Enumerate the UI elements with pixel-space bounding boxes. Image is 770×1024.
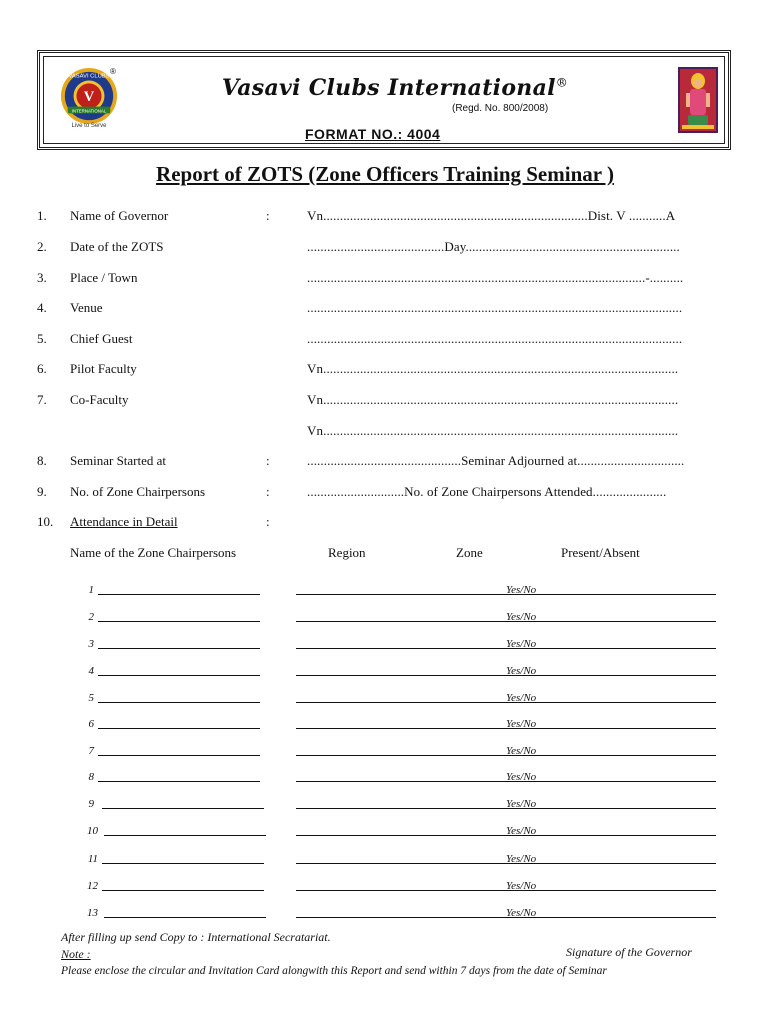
field-colon: : <box>266 484 270 499</box>
registration-number: (Regd. No. 800/2008) <box>452 103 549 114</box>
field-value[interactable]: .............................No. of Zone Chairpersons Attended...................... <box>307 484 667 499</box>
column-header-region: Region <box>328 545 366 560</box>
field-pilot-faculty <box>37 361 737 381</box>
row-index: 9 <box>88 798 94 810</box>
field-value[interactable]: ..............................................Seminar Adjourned at................................ <box>307 453 685 468</box>
present-absent-status[interactable]: Yes/No <box>506 638 537 650</box>
attendance-row <box>0 692 770 718</box>
column-header-name: Name of the Zone Chairpersons <box>70 545 237 560</box>
field-label: No. of Zone Chairpersons <box>70 484 206 499</box>
present-absent-status[interactable]: Yes/No <box>506 718 537 730</box>
name-input-line[interactable] <box>104 825 266 836</box>
present-absent-status[interactable]: Yes/No <box>506 611 537 623</box>
field-governor <box>37 208 737 228</box>
report-title: Report of ZOTS (Zone Officers Training Seminar ) <box>156 162 614 186</box>
field-label: Name of Governor <box>70 208 169 223</box>
present-absent-status[interactable]: Yes/No <box>506 665 537 677</box>
field-colon: : <box>266 453 270 468</box>
name-input-line[interactable] <box>98 665 260 676</box>
present-absent-status[interactable]: Yes/No <box>506 745 537 757</box>
logo-banner-text: INTERNATIONAL <box>71 108 107 114</box>
row-index: 10 <box>87 825 98 837</box>
field-value[interactable]: Vn.......................................................................................................... <box>307 423 679 438</box>
field-value[interactable]: Vn...............................................................................Dist. V ...........A <box>307 208 676 223</box>
attendance-row <box>0 825 770 851</box>
present-absent-status[interactable]: Yes/No <box>506 907 537 919</box>
column-header-present: Present/Absent <box>561 545 640 560</box>
present-absent-status[interactable]: Yes/No <box>506 825 537 837</box>
field-value[interactable]: Vn.......................................................................................................... <box>307 361 679 376</box>
field-value[interactable]: ................................................................................................................ <box>307 300 683 315</box>
attendance-row <box>0 718 770 744</box>
field-number: 5. <box>37 331 47 346</box>
present-absent-status[interactable]: Yes/No <box>506 853 537 865</box>
deity-image-icon <box>678 67 718 133</box>
row-index: 11 <box>87 853 98 865</box>
name-input-line[interactable] <box>102 798 264 809</box>
governor-signature-label: Signature of the Governor <box>566 945 692 959</box>
field-number: 8. <box>37 453 47 468</box>
attendance-row <box>0 584 770 610</box>
field-colon: : <box>266 208 270 223</box>
header-box <box>37 50 731 150</box>
row-index: 12 <box>87 880 98 892</box>
field-value[interactable]: .........................................Day................................................................ <box>307 239 680 254</box>
logo-subtitle: Live to Serve <box>71 123 107 129</box>
row-index: 5 <box>88 692 94 704</box>
attendance-row <box>0 880 770 906</box>
attendance-row <box>0 665 770 691</box>
registered-mark: ® <box>555 75 569 90</box>
field-attendance <box>37 514 737 534</box>
field-co-faculty-2 <box>37 423 737 443</box>
attendance-row <box>0 638 770 664</box>
name-input-line[interactable] <box>98 611 260 622</box>
logo-ring-text: VASAVI CLUBS <box>68 73 110 80</box>
name-input-line[interactable] <box>102 853 264 864</box>
name-input-line[interactable] <box>98 771 260 782</box>
field-seminar-time <box>37 453 737 473</box>
field-number: 1. <box>37 208 47 223</box>
organization-name-text: Vasavi Clubs International <box>221 75 556 101</box>
field-co-faculty <box>37 392 737 412</box>
field-venue <box>37 300 737 320</box>
row-index: 8 <box>88 771 94 783</box>
row-index: 3 <box>88 638 94 650</box>
note-label: Note : <box>61 947 91 961</box>
field-number: 3. <box>37 270 47 285</box>
note-text: Please enclose the circular and Invitation Card alongwith this Report and send within 7 days from the date of Seminar <box>61 965 607 977</box>
field-value[interactable]: .....................................................................................................-.......... <box>307 270 684 285</box>
field-label: Date of the ZOTS <box>70 239 164 254</box>
format-number: FORMAT NO.: 4004 <box>305 126 441 142</box>
organization-name <box>215 75 575 101</box>
column-header-zone: Zone <box>456 545 483 560</box>
present-absent-status[interactable]: Yes/No <box>506 584 537 596</box>
name-input-line[interactable] <box>98 692 260 703</box>
attendance-row <box>0 798 770 824</box>
field-label: Seminar Started at <box>70 453 167 468</box>
present-absent-status[interactable]: Yes/No <box>506 692 537 704</box>
field-label: Place / Town <box>70 270 138 285</box>
present-absent-status[interactable]: Yes/No <box>506 798 537 810</box>
field-number: 7. <box>37 392 47 407</box>
row-index: 2 <box>88 611 94 623</box>
field-date <box>37 239 737 259</box>
row-index: 13 <box>87 907 98 919</box>
field-zone-chairpersons <box>37 484 737 504</box>
name-input-line[interactable] <box>98 718 260 729</box>
attendance-row <box>0 745 770 771</box>
field-label: Venue <box>70 300 103 315</box>
field-value[interactable]: ................................................................................................................ <box>307 331 683 346</box>
logo-registered-mark: ® <box>110 67 116 76</box>
field-value[interactable]: Vn.......................................................................................................... <box>307 392 679 407</box>
field-number: 9. <box>37 484 47 499</box>
footer-instruction: After filling up send Copy to : International Secratariat. <box>61 930 331 944</box>
field-number: 4. <box>37 300 47 315</box>
name-input-line[interactable] <box>102 880 264 891</box>
name-input-line[interactable] <box>98 638 260 649</box>
attendance-row <box>0 611 770 637</box>
attendance-row <box>0 771 770 797</box>
row-index: 1 <box>88 584 94 596</box>
present-absent-status[interactable]: Yes/No <box>506 880 537 892</box>
attendance-row <box>0 853 770 879</box>
field-label: Pilot Faculty <box>70 361 137 376</box>
field-colon: : <box>266 514 270 529</box>
row-index: 7 <box>88 745 94 757</box>
row-index: 6 <box>88 718 94 730</box>
field-label: Co-Faculty <box>70 392 129 407</box>
field-number: 10. <box>37 514 54 529</box>
name-input-line[interactable] <box>98 745 260 756</box>
field-number: 2. <box>37 239 47 254</box>
field-label: Chief Guest <box>70 331 133 346</box>
present-absent-status[interactable]: Yes/No <box>506 771 537 783</box>
field-place <box>37 270 737 290</box>
name-input-line[interactable] <box>104 907 266 918</box>
field-chief-guest <box>37 331 737 351</box>
field-label: Attendance in Detail <box>70 514 178 529</box>
logo-letter: V <box>83 88 95 105</box>
row-index: 4 <box>88 665 94 677</box>
name-input-line[interactable] <box>98 584 260 595</box>
field-number: 6. <box>37 361 47 376</box>
